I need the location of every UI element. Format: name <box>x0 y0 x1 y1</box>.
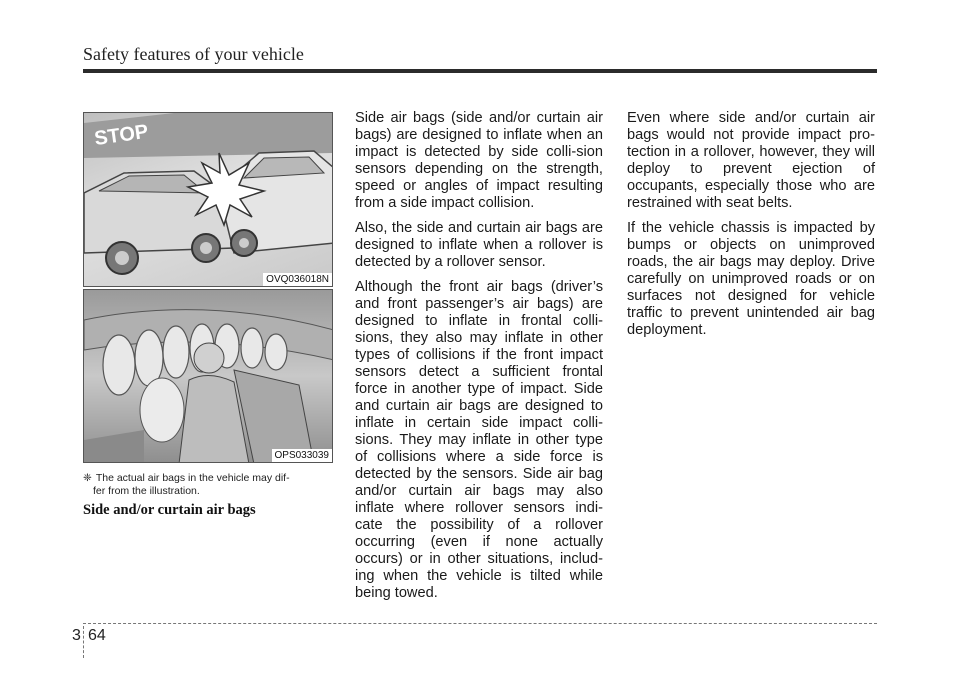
footer-divider <box>83 626 84 658</box>
curtain-airbag-drawing <box>84 290 333 463</box>
curtain-airbag-illustration <box>83 289 333 463</box>
note-line-2: fer from the illustration. <box>93 485 200 497</box>
text-column-2 <box>355 110 603 610</box>
paragraph: If the vehicle chassis is impacted by bumps or objects on unimproved roads, the air bags may deploy. Drive carefully on unimproved roads or on surfaces not designed for vehicle traffic to prevent unintended air bag deployment. <box>627 220 875 338</box>
paragraph: Although the front air bags (driver’s and front passenger’s air bags) are designed to inflate in frontal colli-sions, they also may inflate in other types of collisions if the front impact sensors detect a sufficient frontal force in another type of impact. Side and curtain air bags are designed to inflate in certain side impact colli-sions. They may inflate in other type of collisions where a side force is detected by the sensors. Side air bag and/or curtain air bags may also inflate where rollover sensors indi-cate the possibility of a rollover occurring (even if none actually occurs) or in other situations, includ-ing when the vehicle is tilted while being towed. <box>355 279 603 601</box>
paragraph: Side air bags (side and/or curtain air bags) are designed to inflate when an impact is detected by side colli-sion sensors depending on the strength, speed or angles of impact resulting from a side impact collision. <box>355 110 603 211</box>
side-impact-illustration <box>83 112 333 287</box>
chapter-number: 3 <box>72 627 81 644</box>
page-number: 64 <box>88 627 106 644</box>
section-heading: Side and/or curtain air bags <box>83 502 256 518</box>
footer-rule <box>83 623 877 624</box>
paragraph: Also, the side and curtain air bags are designed to inflate when a rollover is detected by a rollover sensor. <box>355 220 603 270</box>
text-column-3 <box>627 110 875 347</box>
note-symbol: ❈ <box>83 472 92 484</box>
side-impact-drawing <box>84 113 333 287</box>
occupant-head <box>194 343 224 373</box>
paragraph: Even where side and/or curtain air bags would not provide impact pro-tection in a rollover, however, they will deploy to prevent ejection of occupants, especially those who are restrained with seat belts. <box>627 110 875 211</box>
page-header-title: Safety features of your vehicle <box>83 44 304 64</box>
stop-road-marking: STOP <box>93 120 150 151</box>
side-airbag-cushion <box>140 378 184 442</box>
note-line-1: The actual air bags in the vehicle may dif- <box>95 472 290 484</box>
figure-code: OVQ036018N <box>263 273 332 286</box>
header-rule <box>83 69 877 73</box>
illustration-note <box>83 472 333 498</box>
figure-code: OPS033039 <box>272 449 333 462</box>
